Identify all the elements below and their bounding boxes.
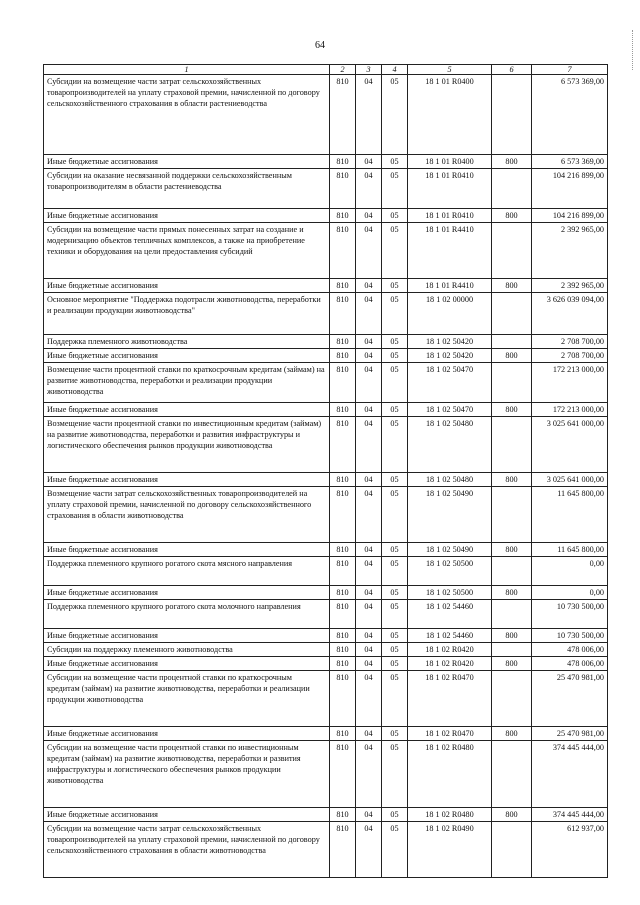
table-row xyxy=(44,403,608,417)
budget-item-name: Субсидии на возмещение части затрат сельскохозяйственных товаропроизводителей на уплату страховой премии, начисленной по договору сельскохозяйственного страхования в области растениеводства xyxy=(44,75,330,155)
amount-value: 2 392 965,00 xyxy=(532,279,608,293)
table-row xyxy=(44,657,608,671)
target-article-code: 18 1 02 R0470 xyxy=(408,671,492,727)
subsection-code: 05 xyxy=(382,293,408,335)
section-code: 04 xyxy=(356,557,382,586)
budget-item-name: Иные бюджетные ассигнования xyxy=(44,629,330,643)
column-header: 1 xyxy=(44,65,330,75)
amount-value: 478 006,00 xyxy=(532,643,608,657)
budget-item-name: Иные бюджетные ассигнования xyxy=(44,155,330,169)
table-row xyxy=(44,293,608,335)
table-row xyxy=(44,741,608,808)
target-article-code: 18 1 02 R0470 xyxy=(408,727,492,741)
expense-type-code xyxy=(492,741,532,808)
target-article-code: 18 1 01 R0410 xyxy=(408,209,492,223)
ministry-code: 810 xyxy=(330,741,356,808)
subsection-code: 05 xyxy=(382,741,408,808)
section-code: 04 xyxy=(356,209,382,223)
ministry-code: 810 xyxy=(330,822,356,878)
amount-value: 6 573 369,00 xyxy=(532,155,608,169)
section-code: 04 xyxy=(356,279,382,293)
section-code: 04 xyxy=(356,335,382,349)
amount-value: 2 392 965,00 xyxy=(532,223,608,279)
ministry-code: 810 xyxy=(330,293,356,335)
ministry-code: 810 xyxy=(330,473,356,487)
amount-value: 6 573 369,00 xyxy=(532,75,608,155)
expense-type-code: 800 xyxy=(492,586,532,600)
target-article-code: 18 1 02 50500 xyxy=(408,586,492,600)
ministry-code: 810 xyxy=(330,643,356,657)
expense-type-code: 800 xyxy=(492,808,532,822)
ministry-code: 810 xyxy=(330,586,356,600)
amount-value: 0,00 xyxy=(532,586,608,600)
budget-item-name: Субсидии на возмещение части процентной ставки по краткосрочным кредитам (займам) на развитие животноводства, переработки и реализации продукции животноводства xyxy=(44,671,330,727)
ministry-code: 810 xyxy=(330,557,356,586)
budget-item-name: Субсидии на возмещение части прямых понесенных затрат на создание и модернизацию объектов тепличных комплексов, а также на приобретение техники и оборудования на цели предоставления субсидий xyxy=(44,223,330,279)
target-article-code: 18 1 02 50490 xyxy=(408,487,492,543)
budget-item-name: Субсидии на поддержку племенного животноводства xyxy=(44,643,330,657)
amount-value: 104 216 899,00 xyxy=(532,169,608,209)
expense-type-code: 800 xyxy=(492,209,532,223)
expense-type-code: 800 xyxy=(492,657,532,671)
expense-type-code xyxy=(492,223,532,279)
subsection-code: 05 xyxy=(382,557,408,586)
budget-item-name: Иные бюджетные ассигнования xyxy=(44,349,330,363)
column-header: 3 xyxy=(356,65,382,75)
target-article-code: 18 1 02 54460 xyxy=(408,600,492,629)
target-article-code: 18 1 02 50420 xyxy=(408,335,492,349)
subsection-code: 05 xyxy=(382,349,408,363)
budget-item-name: Иные бюджетные ассигнования xyxy=(44,808,330,822)
expense-type-code: 800 xyxy=(492,543,532,557)
amount-value: 3 025 641 000,00 xyxy=(532,473,608,487)
table-row xyxy=(44,349,608,363)
amount-value: 172 213 000,00 xyxy=(532,403,608,417)
target-article-code: 18 1 02 50480 xyxy=(408,473,492,487)
table-row xyxy=(44,643,608,657)
column-header: 2 xyxy=(330,65,356,75)
table-row xyxy=(44,155,608,169)
subsection-code: 05 xyxy=(382,279,408,293)
budget-item-name: Основное мероприятие "Поддержка подотрасли животноводства, переработки и реализации продукции животноводства" xyxy=(44,293,330,335)
section-code: 04 xyxy=(356,473,382,487)
target-article-code: 18 1 01 R4410 xyxy=(408,223,492,279)
amount-value: 25 470 981,00 xyxy=(532,671,608,727)
expense-type-code xyxy=(492,335,532,349)
target-article-code: 18 1 02 50480 xyxy=(408,417,492,473)
expense-type-code xyxy=(492,487,532,543)
budget-item-name: Субсидии на возмещение части процентной ставки по инвестиционным кредитам (займам) на развитие животноводства, переработки и развития инфраструктуры и логистического обеспечения рынков продукции животноводства xyxy=(44,741,330,808)
amount-value: 0,00 xyxy=(532,557,608,586)
subsection-code: 05 xyxy=(382,586,408,600)
subsection-code: 05 xyxy=(382,543,408,557)
expense-type-code xyxy=(492,822,532,878)
budget-item-name: Иные бюджетные ассигнования xyxy=(44,543,330,557)
table-header-row xyxy=(44,65,608,75)
section-code: 04 xyxy=(356,349,382,363)
section-code: 04 xyxy=(356,586,382,600)
table-row xyxy=(44,169,608,209)
subsection-code: 05 xyxy=(382,335,408,349)
amount-value: 3 025 641 000,00 xyxy=(532,417,608,473)
subsection-code: 05 xyxy=(382,403,408,417)
table-row xyxy=(44,543,608,557)
target-article-code: 18 1 02 50470 xyxy=(408,363,492,403)
subsection-code: 05 xyxy=(382,155,408,169)
ministry-code: 810 xyxy=(330,808,356,822)
target-article-code: 18 1 02 50490 xyxy=(408,543,492,557)
amount-value: 11 645 800,00 xyxy=(532,543,608,557)
subsection-code: 05 xyxy=(382,209,408,223)
section-code: 04 xyxy=(356,671,382,727)
expense-type-code: 800 xyxy=(492,155,532,169)
column-header: 4 xyxy=(382,65,408,75)
amount-value: 374 445 444,00 xyxy=(532,808,608,822)
ministry-code: 810 xyxy=(330,403,356,417)
column-header: 6 xyxy=(492,65,532,75)
margin-mark xyxy=(632,30,634,70)
target-article-code: 18 1 02 R0480 xyxy=(408,741,492,808)
expense-type-code xyxy=(492,671,532,727)
ministry-code: 810 xyxy=(330,417,356,473)
section-code: 04 xyxy=(356,417,382,473)
table-row xyxy=(44,335,608,349)
ministry-code: 810 xyxy=(330,487,356,543)
table-row xyxy=(44,473,608,487)
section-code: 04 xyxy=(356,363,382,403)
expense-type-code xyxy=(492,417,532,473)
budget-item-name: Иные бюджетные ассигнования xyxy=(44,473,330,487)
target-article-code: 18 1 02 R0480 xyxy=(408,808,492,822)
budget-table xyxy=(43,64,608,878)
target-article-code: 18 1 02 54460 xyxy=(408,629,492,643)
ministry-code: 810 xyxy=(330,155,356,169)
ministry-code: 810 xyxy=(330,671,356,727)
amount-value: 10 730 500,00 xyxy=(532,600,608,629)
section-code: 04 xyxy=(356,487,382,543)
section-code: 04 xyxy=(356,657,382,671)
target-article-code: 18 1 01 R4410 xyxy=(408,279,492,293)
expense-type-code: 800 xyxy=(492,473,532,487)
ministry-code: 810 xyxy=(330,169,356,209)
section-code: 04 xyxy=(356,543,382,557)
amount-value: 2 708 700,00 xyxy=(532,335,608,349)
table-row xyxy=(44,808,608,822)
amount-value: 374 445 444,00 xyxy=(532,741,608,808)
section-code: 04 xyxy=(356,822,382,878)
expense-type-code xyxy=(492,600,532,629)
section-code: 04 xyxy=(356,643,382,657)
table-row xyxy=(44,671,608,727)
section-code: 04 xyxy=(356,169,382,209)
expense-type-code xyxy=(492,363,532,403)
table-row xyxy=(44,586,608,600)
section-code: 04 xyxy=(356,403,382,417)
budget-item-name: Возмещение части процентной ставки по инвестиционным кредитам (займам) на развитие животноводства, переработки и развития инфраструктуры и логистического обеспечения рынков продукции животноводства xyxy=(44,417,330,473)
table-row xyxy=(44,600,608,629)
section-code: 04 xyxy=(356,727,382,741)
target-article-code: 18 1 02 R0420 xyxy=(408,643,492,657)
budget-item-name: Возмещение части процентной ставки по краткосрочным кредитам (займам) на развитие животноводства, переработки и реализации продукции животноводства xyxy=(44,363,330,403)
section-code: 04 xyxy=(356,155,382,169)
budget-item-name: Поддержка племенного крупного рогатого скота молочного направления xyxy=(44,600,330,629)
subsection-code: 05 xyxy=(382,629,408,643)
expense-type-code xyxy=(492,643,532,657)
amount-value: 11 645 800,00 xyxy=(532,487,608,543)
subsection-code: 05 xyxy=(382,671,408,727)
budget-item-name: Иные бюджетные ассигнования xyxy=(44,727,330,741)
ministry-code: 810 xyxy=(330,600,356,629)
subsection-code: 05 xyxy=(382,169,408,209)
table-row xyxy=(44,223,608,279)
amount-value: 478 006,00 xyxy=(532,657,608,671)
subsection-code: 05 xyxy=(382,808,408,822)
target-article-code: 18 1 01 R0400 xyxy=(408,75,492,155)
subsection-code: 05 xyxy=(382,473,408,487)
amount-value: 2 708 700,00 xyxy=(532,349,608,363)
budget-item-name: Иные бюджетные ассигнования xyxy=(44,586,330,600)
ministry-code: 810 xyxy=(330,629,356,643)
budget-item-name: Субсидии на возмещение части затрат сельскохозяйственных товаропроизводителей на уплату страховой премии, начисленной по договору сельскохозяйственного страхования в области животноводства xyxy=(44,822,330,878)
section-code: 04 xyxy=(356,741,382,808)
target-article-code: 18 1 02 50500 xyxy=(408,557,492,586)
section-code: 04 xyxy=(356,629,382,643)
ministry-code: 810 xyxy=(330,727,356,741)
table-row xyxy=(44,487,608,543)
target-article-code: 18 1 02 R0490 xyxy=(408,822,492,878)
target-article-code: 18 1 02 50420 xyxy=(408,349,492,363)
expense-type-code xyxy=(492,293,532,335)
target-article-code: 18 1 01 R0410 xyxy=(408,169,492,209)
expense-type-code: 800 xyxy=(492,629,532,643)
expense-type-code: 800 xyxy=(492,727,532,741)
table-row xyxy=(44,75,608,155)
expense-type-code: 800 xyxy=(492,403,532,417)
subsection-code: 05 xyxy=(382,223,408,279)
subsection-code: 05 xyxy=(382,600,408,629)
table-row xyxy=(44,557,608,586)
subsection-code: 05 xyxy=(382,657,408,671)
budget-item-name: Поддержка племенного животноводства xyxy=(44,335,330,349)
ministry-code: 810 xyxy=(330,279,356,293)
budget-item-name: Возмещение части затрат сельскохозяйственных товаропроизводителей на уплату страховой премии, начисленной по договору сельскохозяйственного страхования в области животноводства xyxy=(44,487,330,543)
column-header: 5 xyxy=(408,65,492,75)
amount-value: 3 626 039 094,00 xyxy=(532,293,608,335)
ministry-code: 810 xyxy=(330,335,356,349)
amount-value: 172 213 000,00 xyxy=(532,363,608,403)
ministry-code: 810 xyxy=(330,657,356,671)
budget-item-name: Поддержка племенного крупного рогатого скота мясного направления xyxy=(44,557,330,586)
ministry-code: 810 xyxy=(330,223,356,279)
budget-item-name: Субсидии на оказание несвязанной поддержки сельскохозяйственным товаропроизводителям в области растениеводства xyxy=(44,169,330,209)
target-article-code: 18 1 02 00000 xyxy=(408,293,492,335)
ministry-code: 810 xyxy=(330,349,356,363)
section-code: 04 xyxy=(356,808,382,822)
ministry-code: 810 xyxy=(330,543,356,557)
amount-value: 10 730 500,00 xyxy=(532,629,608,643)
target-article-code: 18 1 02 R0420 xyxy=(408,657,492,671)
expense-type-code: 800 xyxy=(492,279,532,293)
table-body xyxy=(44,75,608,878)
subsection-code: 05 xyxy=(382,643,408,657)
expense-type-code xyxy=(492,557,532,586)
table-row xyxy=(44,417,608,473)
ministry-code: 810 xyxy=(330,363,356,403)
amount-value: 612 937,00 xyxy=(532,822,608,878)
subsection-code: 05 xyxy=(382,487,408,543)
subsection-code: 05 xyxy=(382,822,408,878)
amount-value: 104 216 899,00 xyxy=(532,209,608,223)
expense-type-code xyxy=(492,75,532,155)
ministry-code: 810 xyxy=(330,75,356,155)
table-row xyxy=(44,209,608,223)
budget-item-name: Иные бюджетные ассигнования xyxy=(44,657,330,671)
subsection-code: 05 xyxy=(382,75,408,155)
section-code: 04 xyxy=(356,223,382,279)
expense-type-code xyxy=(492,169,532,209)
table-row xyxy=(44,822,608,878)
ministry-code: 810 xyxy=(330,209,356,223)
budget-item-name: Иные бюджетные ассигнования xyxy=(44,279,330,293)
table-row xyxy=(44,629,608,643)
subsection-code: 05 xyxy=(382,363,408,403)
target-article-code: 18 1 01 R0400 xyxy=(408,155,492,169)
table-row xyxy=(44,279,608,293)
column-header: 7 xyxy=(532,65,608,75)
target-article-code: 18 1 02 50470 xyxy=(408,403,492,417)
section-code: 04 xyxy=(356,293,382,335)
section-code: 04 xyxy=(356,75,382,155)
budget-item-name: Иные бюджетные ассигнования xyxy=(44,403,330,417)
page-number: 64 xyxy=(315,40,325,51)
subsection-code: 05 xyxy=(382,727,408,741)
subsection-code: 05 xyxy=(382,417,408,473)
section-code: 04 xyxy=(356,600,382,629)
expense-type-code: 800 xyxy=(492,349,532,363)
table-row xyxy=(44,727,608,741)
table-row xyxy=(44,363,608,403)
budget-item-name: Иные бюджетные ассигнования xyxy=(44,209,330,223)
amount-value: 25 470 981,00 xyxy=(532,727,608,741)
